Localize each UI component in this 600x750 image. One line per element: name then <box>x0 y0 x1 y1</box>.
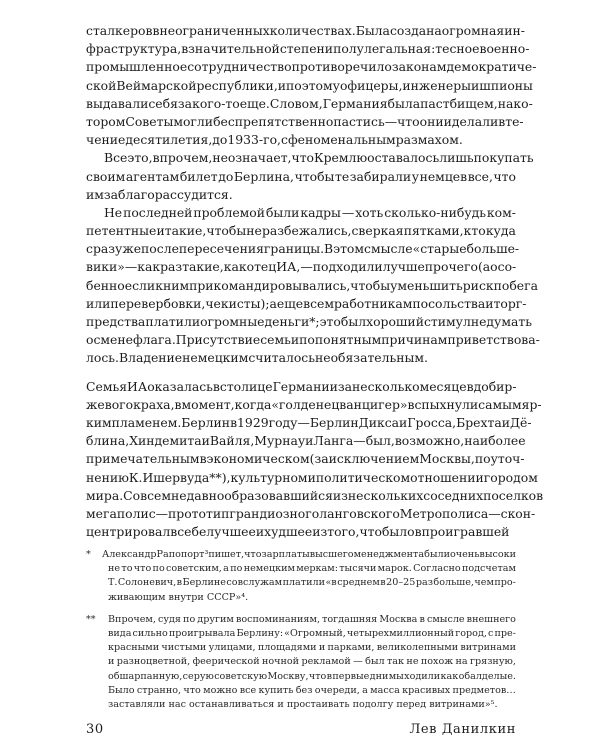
text-line: своим агентам билет до Берлина, чтобы те забирали у немцев все, что <box>86 168 516 184</box>
footnote-marker <box>86 655 108 669</box>
footnote-marker: * <box>86 549 91 560</box>
text-line: центрировал в себе лучшее и худшее из того, что было в проигравшей <box>86 524 510 540</box>
section-break <box>86 368 516 378</box>
footnote-marker <box>86 562 108 576</box>
text-line: Все это, впрочем, не означает, что Кремлю оставалось лишь покупать <box>104 150 534 166</box>
footnote-line: не то что по советским, а по немецким меркам: тысячи марок. Согласно подсчетам <box>86 562 516 576</box>
text-line: ким пламенем. Берлин в 1929 году — Берлин Дикса и Гросса, Брехта и Дё- <box>86 414 532 430</box>
footnote-marker <box>86 684 108 698</box>
footnote-marker <box>86 641 108 655</box>
running-author: Лев Данилкин <box>409 722 516 737</box>
text-line: фраструктура, в значительной степени полулегальная: тесное военно- <box>86 41 530 57</box>
text-line: выдавали себя за кого-то еще. Словом, Германия была пастбищем, на ко- <box>86 95 533 111</box>
text-line: чение десятилетия, до 1933-го, с феноменальным размахом. <box>86 132 463 148</box>
footnote-marker: ** <box>86 613 96 625</box>
footnote-line: красными чистыми улицами, площадями и парками, великолепными витринами <box>86 641 516 655</box>
text-line: бенно если к ним прикомандировывались, чтобы уменьшить риск побега <box>86 277 539 293</box>
text-line: промышленное сотрудничество противоречило законам демократиче- <box>86 59 537 75</box>
footnote-line: и разноцветной, феерической ночной рекламой — был так не похож на грязную, <box>86 655 516 669</box>
text-line: ской Веймарской республики, и поэтому офицеры, инженеры и шпионы <box>86 77 533 93</box>
text-line: о смене флага. Присутствие семьи по понятным причинам приветствова- <box>86 332 540 348</box>
footnote-marker <box>86 698 108 712</box>
text-line: тором Советы могли беспрепятственно пастись — что они и делали в те- <box>86 113 524 129</box>
footnote-line: вида сильно проигрывала Берлину: «Огромный, четырехмиллионный город, с пре- <box>86 627 516 641</box>
page-footer <box>86 722 516 737</box>
footnote-marker <box>86 576 108 590</box>
text-line: мира. Совсем недавно образовавшийся из нескольких соседних поселков <box>86 487 544 503</box>
text-line: примечательным в экономическом (за исключением Москвы, по уточ- <box>86 451 525 467</box>
footnotes <box>86 548 516 720</box>
text-line: сталкеров в неограниченных количествах. Была создана огромная ин- <box>86 23 525 38</box>
text-line: петентные и такие, чтобы не разбежались, сверкая пятками, кто куда <box>86 223 516 239</box>
text-line: Семья ИА оказалась в столице Германии за несколько месяцев до бир- <box>86 378 517 394</box>
footnote-line: * Александр Рапопорт³ пишет, что зарплаты высшего менеджмента были очень высоки <box>86 548 516 562</box>
text-line: предства платили огромные деньги*; это был хороший стимул не думать <box>86 314 532 329</box>
footnote-marker <box>86 670 108 684</box>
footnote-line: Т. Солоневич, в Берлине совслужам платили «в среднем в 20–25 раз больше, чем про- <box>86 576 516 590</box>
page-number: 30 <box>86 722 104 737</box>
text-line: жевого краха, в момент, когда «голдене цванцигер» вспыхнули самым яр- <box>86 396 542 412</box>
text-line: вики» — как раз такие, как отец ИА, — подходили лучше прочего (а осо- <box>86 259 517 275</box>
footnote-line: живающим внутри СССР»⁴. <box>86 591 516 605</box>
paragraph <box>86 149 534 204</box>
text-line: Не последней проблемой были кадры — хоть сколько-нибудь ком- <box>104 204 516 220</box>
footnote <box>86 613 516 712</box>
footnote-line: заставляли нас останавливаться и простаивать подолгу перед витринами»⁵. <box>86 698 516 712</box>
paragraph <box>86 378 544 542</box>
text-line: им заблагорассудится. <box>86 186 233 202</box>
footnote <box>86 548 516 605</box>
paragraph <box>86 204 540 368</box>
footnote-marker <box>86 591 108 605</box>
paragraph <box>86 22 537 149</box>
text-line: сразу же после пересечения границы. В этом смысле «старые больше- <box>86 241 520 257</box>
main-text <box>86 22 544 541</box>
text-line: блина, Хиндемита и Вайля, Мурнау и Ланга — был, возможно, наиболее <box>86 433 526 449</box>
text-line: лось. Владение немецким считалось необязательным. <box>86 350 428 366</box>
text-line: нению К. Ишервуда**), культурном и политическом отношении городом <box>86 469 538 485</box>
footnote-line: ** Впрочем, судя по другим воспоминаниям, тогдашняя Москва в смысле внешнего <box>86 613 516 627</box>
footnote-marker <box>86 627 108 641</box>
footnote-line: обшарпанную, серую советскую Москву, что в первые дни мы ходили как обалделые. <box>86 670 516 684</box>
text-line: или перевербовки, чекисты); а еще всем работникам посольства и торг- <box>86 295 527 311</box>
text-line: мегаполис — прототип грандиозного ланговского Метрополиса — скон- <box>86 505 536 521</box>
footnote-line: Было странно, что можно все купить без очереди, а масса красивых предметов… <box>86 684 516 698</box>
